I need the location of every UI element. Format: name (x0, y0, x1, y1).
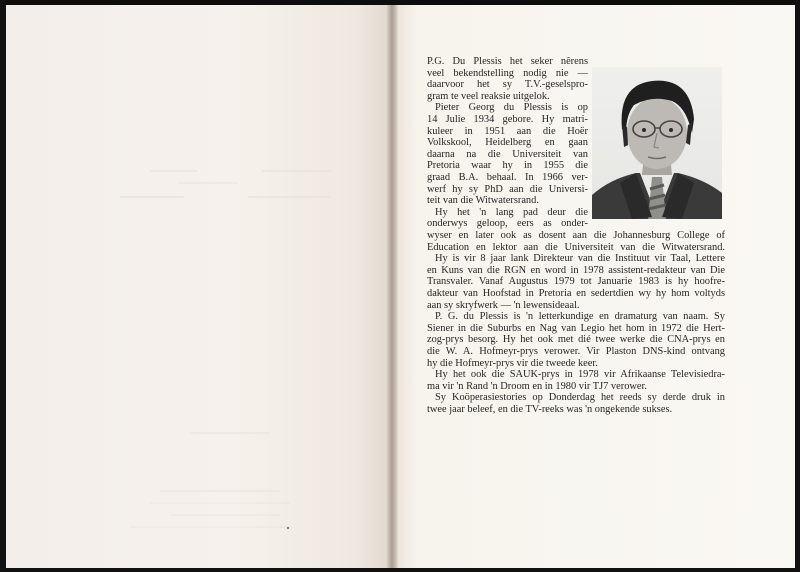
scanner-border-bottom (0, 568, 800, 572)
show-through-mark (170, 514, 280, 516)
text-line: en Kuns van die RGN en word in 1978 assistent-redakteur van Die (427, 264, 725, 276)
biography-full-text (427, 230, 725, 416)
text-line: Pretoria waar hy in 1955 die (427, 160, 588, 172)
text-line: 14 Julie 1934 gebore. Hy matri- (427, 113, 588, 125)
text-line: aan sy skryfwerk — 'n lewensideaal. (427, 299, 580, 311)
text-line: teit van die Witwatersrand. (427, 195, 539, 207)
text-line: dakteur van Hoofstad in Pretoria en sedertdien wy hy hom voltyds (427, 287, 725, 299)
text-line: Hy is vir 8 jaar lank Direkteur van die Instituut vir Taal, Lettere (435, 253, 725, 265)
text-line: P. G. du Plessis is 'n letterkundige en dramaturg van naam. Sy (435, 311, 725, 323)
text-line: daarna na die Universiteit van (427, 148, 588, 160)
text-line: zog-prys besorg. Hy het ook met dié twee werke die CNA-prys en (427, 334, 725, 346)
show-through-mark (262, 170, 332, 172)
text-line: P.G. Du Plessis het seker nêrens (427, 56, 588, 67)
text-line: werf hy sy PhD aan die Universi- (427, 183, 588, 195)
text-line: daarvoor het sy T.V.-geselspro- (427, 79, 588, 91)
show-through-mark (130, 526, 290, 528)
show-through-mark (248, 196, 330, 198)
scanner-border-right (795, 0, 800, 572)
text-line: kuleer in 1951 aan die Hoër (427, 125, 588, 137)
text-line: Hy het ook die SAUK-prys in 1978 vir Afrikaanse Televisiedra- (435, 369, 725, 381)
text-line: Hy het 'n lang pad deur die (435, 206, 588, 218)
text-line: gram te veel reaksie uitgelok. (427, 90, 550, 102)
text-line: Transvaler. Vanaf Augustus 1979 tot Januarie 1983 is hy hoofre- (427, 276, 725, 288)
text-line: onderwys geloop, eers as onder- (427, 218, 588, 230)
text-line: graad B.A. behaal. In 1966 ver- (427, 171, 588, 183)
dust-speck (287, 527, 289, 529)
text-line: Siener in die Suburbs en Nag van Legio het hom in 1972 die Hert- (427, 322, 725, 334)
text-line: Education en lektor aan die Universiteit van die Witwatersrand. (427, 241, 725, 253)
left-page (6, 5, 387, 568)
show-through-mark (190, 432, 270, 434)
biography-column-text (427, 56, 588, 230)
text-line: die W. A. Hofmeyr-prys verower. Vir Plaston DNS-kind ontvang (427, 345, 725, 357)
author-portrait-photo (592, 67, 722, 219)
portrait-illustration (592, 67, 722, 219)
text-line: Sy Koöperasiestories op Donderdag het reeds sy derde druk in (435, 392, 725, 404)
show-through-mark (150, 502, 290, 504)
show-through-mark (160, 490, 280, 492)
text-line: twee jaar beleef, en die TV-reeks was 'n ongekende sukses. (427, 403, 673, 415)
book-gutter (387, 5, 398, 568)
show-through-mark (178, 182, 238, 184)
text-line: veel bekendstelling nodig nie — (427, 67, 588, 79)
text-line: wyser en later ook as dosent aan die Johannesburg College of (427, 230, 725, 241)
text-line: Pieter Georg du Plessis is op (435, 102, 588, 114)
text-line: hy die Hofmeyr-prys vir die tweede keer. (427, 357, 598, 369)
show-through-mark (120, 196, 184, 198)
text-line: Volkskool, Heidelberg en gaan (427, 137, 588, 149)
show-through-mark (150, 170, 198, 172)
text-line: ma vir 'n Rand 'n Droom en in 1980 vir TJ7 verower. (427, 380, 647, 392)
